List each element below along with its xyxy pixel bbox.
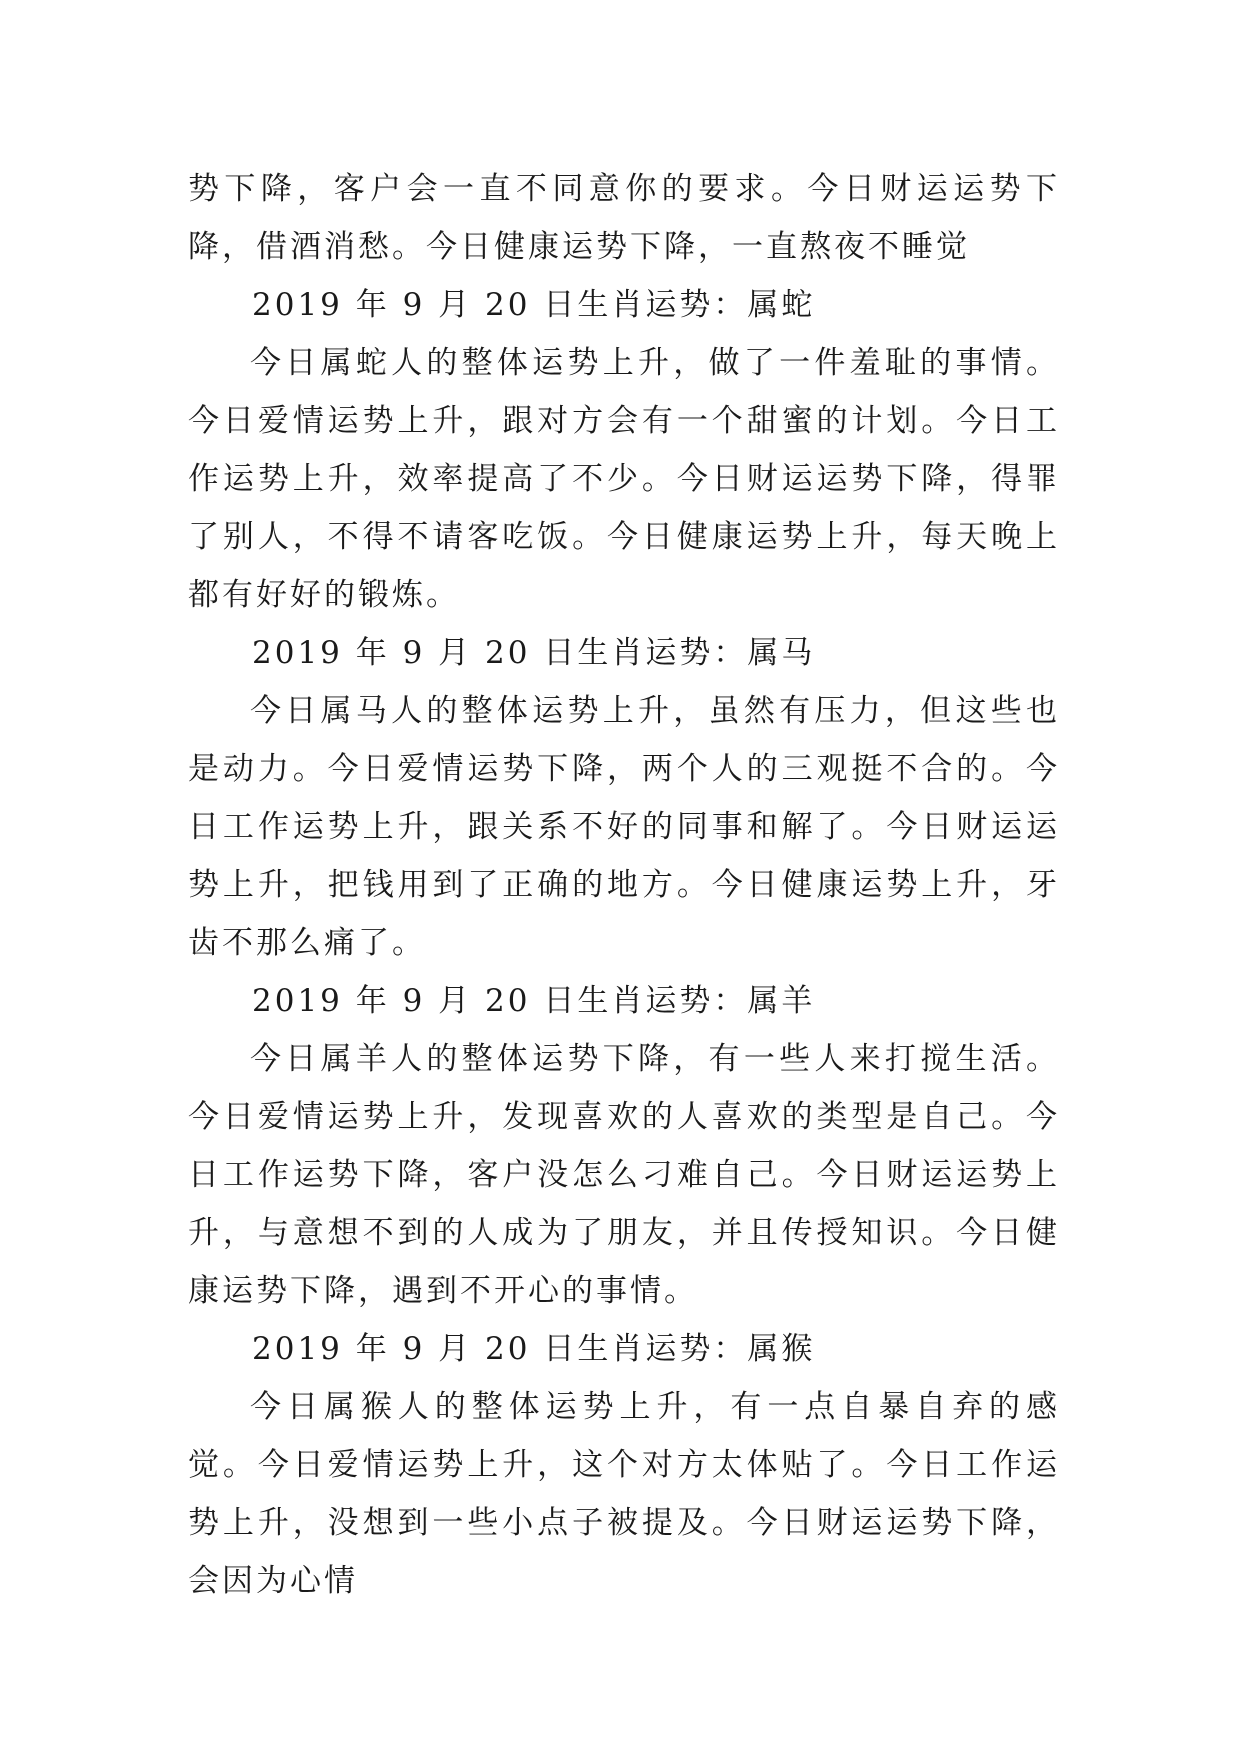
section-heading-snake: 2019 年 9 月 20 日生肖运势：属蛇 <box>252 287 816 323</box>
section-body-horse: 今日属马人的整体运势上升，虽然有压力，但这些也是动力。今日爱情运势下降，两个人的三观挺不合的。今日工作运势上升，跟关系不好的同事和解了。今日财运运势上升，把钱用到了正确的地方。今日健康运势上升，牙齿不那么痛了。 <box>188 693 1060 961</box>
section-body-snake: 今日属蛇人的整体运势上升，做了一件羞耻的事情。今日爱情运势上升，跟对方会有一个甜蜜的计划。今日工作运势上升，效率提高了不少。今日财运运势下降，得罪了别人，不得不请客吃饭。今日健康运势上升，每天晚上都有好好的锻炼。 <box>188 345 1060 613</box>
section-body-goat: 今日属羊人的整体运势下降，有一些人来打搅生活。今日爱情运势上升，发现喜欢的人喜欢的类型是自己。今日工作运势下降，客户没怎么刁难自己。今日财运运势上升，与意想不到的人成为了朋友，并且传授知识。今日健康运势下降，遇到不开心的事情。 <box>188 1041 1060 1309</box>
section-heading-monkey: 2019 年 9 月 20 日生肖运势：属猴 <box>252 1331 816 1367</box>
document-body <box>188 160 1060 1610</box>
section-heading-goat: 2019 年 9 月 20 日生肖运势：属羊 <box>252 983 816 1019</box>
section-body-monkey: 今日属猴人的整体运势上升，有一点自暴自弃的感觉。今日爱情运势上升，这个对方太体贴了。今日工作运势上升，没想到一些小点子被提及。今日财运运势下降，会因为心情 <box>188 1389 1060 1599</box>
paragraph-continuation: 势下降，客户会一直不同意你的要求。今日财运运势下降，借酒消愁。今日健康运势下降，一直熬夜不睡觉 <box>188 171 1060 265</box>
section-heading-horse: 2019 年 9 月 20 日生肖运势：属马 <box>252 635 816 671</box>
